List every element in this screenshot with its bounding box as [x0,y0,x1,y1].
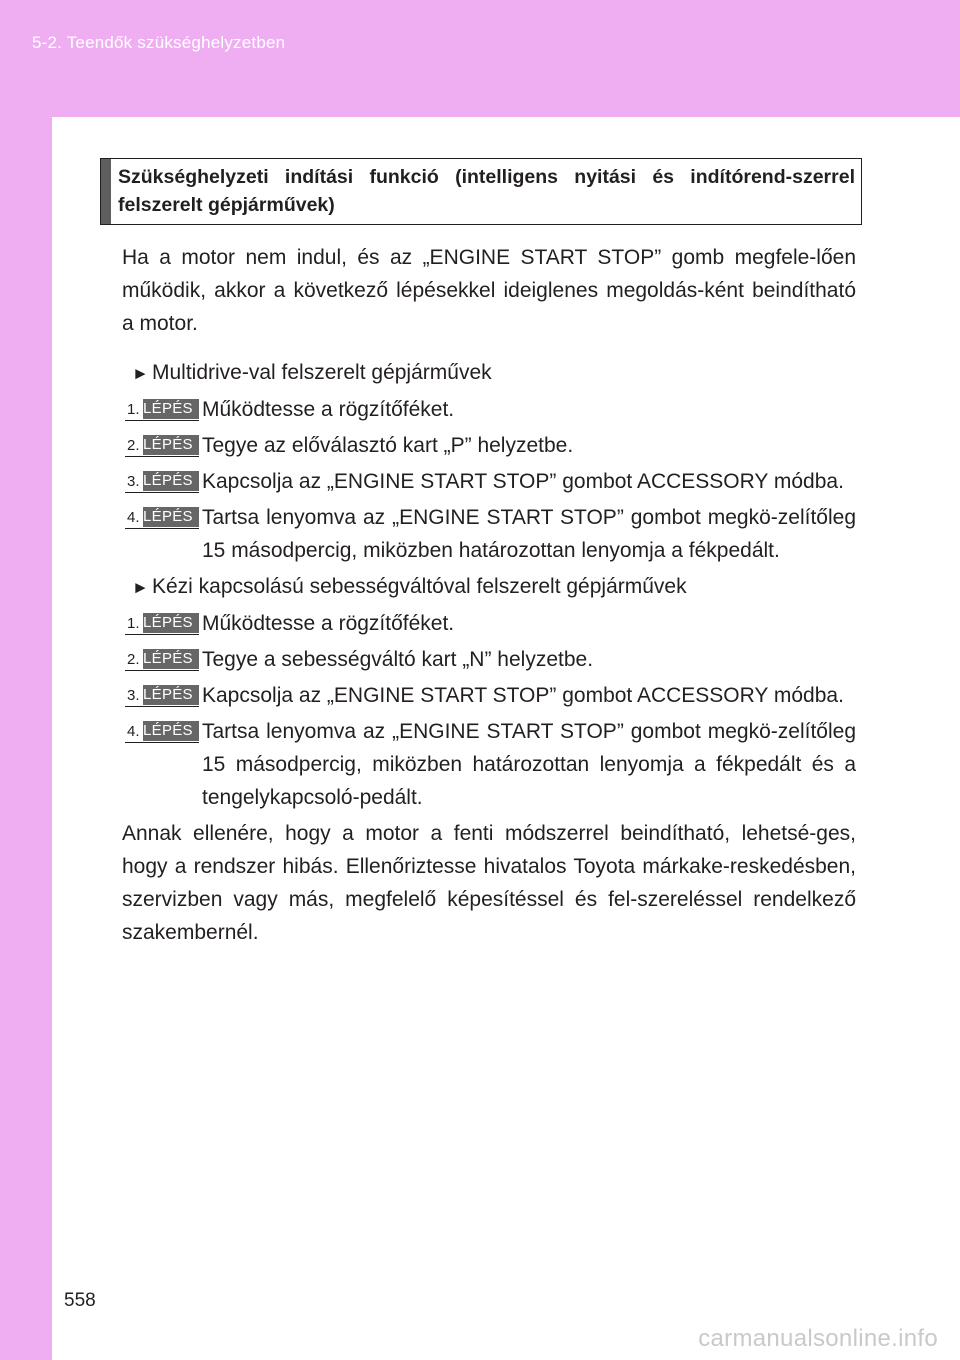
step-word: LÉPÉS [143,650,193,667]
step-text: Működtesse a rögzítőféket. [202,612,455,635]
step-item [122,465,856,498]
step-item [122,679,856,712]
step-number: 4. [127,723,140,740]
step-text: Működtesse a rögzítőféket. [202,398,455,421]
step-word: LÉPÉS [143,400,193,417]
section-title-box [100,158,862,225]
step-word: LÉPÉS [143,686,193,703]
step-badge [125,399,199,421]
step-item [122,393,856,426]
step-text: Tegye az előválasztó kart „P” helyzetbe. [202,434,574,457]
closing-paragraph: Annak ellenére, hogy a motor a fenti módszerrel beindítható, lehetsé-ges, hogy a rendszer hibás. Ellenőriztesse hivatalos Toyota márkake-reskedésben, szervizben vagy más, megfelelő képesítéssel és fel-szereléssel rendelkező szakembernél. [122,822,856,944]
step-item [122,607,856,640]
arrow-right-icon: ► [132,578,149,597]
step-item [122,643,856,676]
step-badge [125,685,199,707]
step-number: 4. [127,509,140,526]
step-number: 2. [127,437,140,454]
step-word: LÉPÉS [143,508,193,525]
page-number: 558 [64,1290,96,1311]
step-word: LÉPÉS [143,472,193,489]
subheading-multidrive [122,356,856,389]
step-item [122,429,856,462]
section-title: Szükséghelyzeti indítási funkció (intelligens nyitási és indítórend-szerrel felszerelt gépjárművek) [118,166,855,216]
section-label: 5-2. Teendők szükséghelyzetben [32,33,286,52]
step-item [122,501,856,567]
step-badge [125,721,199,743]
step-text: Tegye a sebességváltó kart „N” helyzetbe. [202,648,594,671]
title-accent-bar [101,159,111,224]
step-text: Tartsa lenyomva az „ENGINE START STOP” gombot megkö-zelítőleg 15 másodpercig, miközben határozottan lenyomja a fékpedált és a tengelykapcsoló-pedált. [202,720,856,809]
step-word: LÉPÉS [143,436,193,453]
main-content [122,241,856,949]
step-text: Kapcsolja az „ENGINE START STOP” gombot ACCESSORY módba. [202,470,844,493]
step-number: 3. [127,687,140,704]
step-text: Kapcsolja az „ENGINE START STOP” gombot ACCESSORY módba. [202,684,844,707]
step-number: 3. [127,473,140,490]
step-badge [125,507,199,529]
step-word: LÉPÉS [143,722,193,739]
header-band [0,0,960,117]
step-word: LÉPÉS [143,614,193,631]
step-badge [125,471,199,493]
step-number: 2. [127,651,140,668]
subheading-text: Multidrive-val felszerelt gépjárművek [152,361,492,384]
intro-paragraph: Ha a motor nem indul, és az „ENGINE START STOP” gomb megfele-lően működik, akkor a következő lépésekkel ideiglenes megoldás-ként beindítható a motor. [122,246,856,335]
step-number: 1. [127,401,140,418]
subheading-manual [122,570,856,603]
subheading-text: Kézi kapcsolású sebességváltóval felszerelt gépjárművek [152,575,687,598]
step-badge [125,649,199,671]
step-item [122,715,856,814]
step-badge [125,613,199,635]
side-band [0,117,52,1360]
watermark: carmanualsonline.info [698,1325,938,1352]
step-text: Tartsa lenyomva az „ENGINE START STOP” gombot megkö-zelítőleg 15 másodpercig, miközben határozottan lenyomja a fékpedált. [202,506,856,562]
step-badge [125,435,199,457]
arrow-right-icon: ► [132,364,149,383]
step-number: 1. [127,615,140,632]
